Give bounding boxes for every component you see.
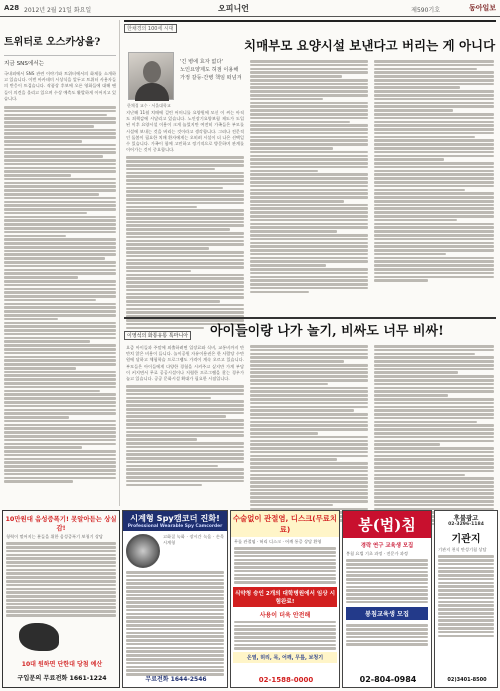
ad5-title: 후불광고 — [453, 514, 479, 522]
article2-lines-b — [250, 345, 368, 525]
ad-hearing-amplifier[interactable] — [2, 510, 120, 688]
article2-title: 아이들이랑 나가 놀기, 비싸도 너무 비싸! — [210, 324, 444, 339]
ad1-tagline: 10대 원하면 단한대 당첨 예산 — [21, 661, 103, 668]
article1-pull-quote: '긴 병에 효자 없다' 노인요양제도 허점 이용해 가정 갈등·간병 책임 떠넘겨 — [180, 59, 242, 81]
article2-lines-c — [374, 345, 494, 525]
ad-bee-venom[interactable] — [342, 510, 432, 688]
page-header — [0, 0, 500, 17]
ad3-promo: 사용이 더욱 안전해 — [259, 611, 311, 619]
article1-lines-b — [250, 60, 368, 293]
article1-col-c — [374, 60, 494, 282]
article1-col-a — [126, 110, 244, 329]
ad1-body: 청력이 떨어지는 분들을 위한 음성증폭기 보청기 상담 — [6, 534, 103, 539]
ad4-lines — [343, 559, 431, 603]
watch-image — [126, 534, 160, 568]
left-column — [4, 20, 116, 510]
advertisement-section — [0, 508, 500, 691]
ad2-lines — [123, 571, 227, 676]
ad3-lines — [231, 547, 339, 584]
issue-number: 제590기호 — [411, 7, 440, 14]
ad1-lines — [3, 542, 119, 616]
ad3-title: 수술없이 관절염, 디스크(무료치료) — [231, 511, 339, 537]
ad-spy-camcorder[interactable] — [122, 510, 228, 688]
ad4-title: 봉(법)침 — [343, 511, 431, 538]
ad2-title: 시계형 Spy캠코더 진화! — [130, 513, 220, 523]
ad5-paper-name: 기관지 — [451, 534, 481, 545]
amplifier-device-image — [19, 623, 59, 651]
ad1-title: 10만원대 음성증폭기! 못알아듣는 상실감! — [5, 515, 117, 532]
ad3-phone: 02-1588-0000 — [258, 676, 314, 684]
ad-joint-treatment[interactable] — [230, 510, 340, 688]
ad5-lines — [435, 555, 497, 637]
issue-date: 2012년 2월 21일 화요일 — [24, 7, 92, 14]
column-divider — [119, 20, 120, 506]
ad2-phone: 무료전화 1644-2546 — [145, 676, 207, 683]
article1-lines-c — [374, 60, 494, 282]
ad5-body: 기관지 천식 만성기침 상담 — [438, 547, 487, 552]
page-number: A28 — [4, 4, 20, 12]
article2-col-c — [374, 345, 494, 525]
article2-lines-a — [126, 385, 244, 486]
ad2-body: 고화질 녹화 · 장시간 녹음 · 손목시계형 — [163, 534, 224, 546]
ad2-subtitle: Professional Wearable Spy Camcorder — [127, 524, 223, 529]
section-title: 오피니언 — [218, 4, 249, 13]
article1-body: 지난해 11월 치매에 걸린 어머니를 요양원에 모신 이 씨는 아직도 죄책감에 시달리고 있습니다. 노인장기요양보험 제도가 도입된 이후 요양시설 이용이 크게 늘었지만 여전히 가족들은 부모를 시설에 보내는 것을 버리는 것이라고 생각합니다. 그러나 전문적인 돌봄이 필요한 치매 환자에게는 오히려 시설이 더 나은 선택일 수 있습니다. 가족이 함께 고민하고 정기적으로 방문하며 관계를 이어가는 것이 중요합니다. — [126, 110, 244, 153]
newspaper-brand: 동아일보 — [468, 4, 496, 12]
portrait-caption: 한채경 교수 · 서울대학교 — [127, 103, 171, 108]
ad5-number: 02-3296-1184 — [448, 522, 484, 527]
author-portrait — [128, 52, 174, 100]
ad4-subtitle: 경락 연구 교육생 모집 — [360, 543, 414, 549]
ad5-phone: 02)3401-8500 — [447, 677, 487, 683]
ad4-cta: 봉침교육생 모집 — [346, 607, 428, 620]
article2-col-b — [250, 345, 368, 525]
ad4-lines-b — [343, 624, 431, 646]
article1-col-b — [250, 60, 368, 293]
column-title: 트위터로 오스카상을? — [4, 37, 101, 48]
article1-category-label: 한채경의 100세 시대 — [124, 24, 177, 33]
article2-category: 이영석의 화통유통 톡마니아 — [124, 331, 191, 340]
ad3-callout: 식약청 승인 2개의 대학병원에서 임상 시험완료! — [233, 587, 337, 607]
ad3-body: 무릎 관절염 · 허리 디스크 · 어깨 통증 상담 환영 — [234, 539, 322, 544]
article1-category — [124, 20, 496, 33]
column-body: 국내외에서 SNS 관련 이야기와 트위터에서의 화제를 소개하고 있습니다. 이번 아카데미 시상식을 앞두고 트위터 사용자들의 반응이 뜨겁습니다. 작품상 후보에 오른 영화들에 대해 팬들이 의견을 올리고 있으며 수상 예측도 활발하게 이어지고 있습니다. — [4, 71, 116, 101]
column-text-lines — [4, 106, 116, 483]
ad1-phone: 구입문의 무료전화 1661-1224 — [17, 675, 107, 682]
article2-col-a — [126, 345, 244, 486]
article2-body: 요즘 아이들과 주말에 외출하려면 입장료와 식비, 교통비까지 만만치 않은 비용이 듭니다. 놀이공원 자유이용권은 한 사람당 수만 원에 달하고 체험학습 프로그램도 가격이 계속 오르고 있습니다. 부모들은 아이들에게 다양한 경험을 시켜주고 싶지만 가계 부담이 커지면서 무료 공공시설이나 저렴한 프로그램을 찾는 경우가 늘고 있습니다. 공공 문화시설 확대가 필요한 시점입니다. — [126, 345, 244, 382]
ad4-body: 봉침 요법 기초 과정 · 전문가 과정 — [346, 551, 408, 556]
ad-bronchial[interactable] — [434, 510, 498, 688]
column-byline: 지금 SNS에서는 — [4, 55, 116, 67]
ad4-phone: 02-804-0984 — [359, 675, 417, 684]
ad3-cta: 온열, 허리, 목, 어깨, 무릎, 보청기 — [233, 652, 337, 663]
article1-title: 치매부모 요양시설 보낸다고 버리는 게 아니다 — [244, 38, 496, 53]
ad3-lines-b — [231, 619, 339, 652]
article1-lines-a — [126, 156, 244, 329]
